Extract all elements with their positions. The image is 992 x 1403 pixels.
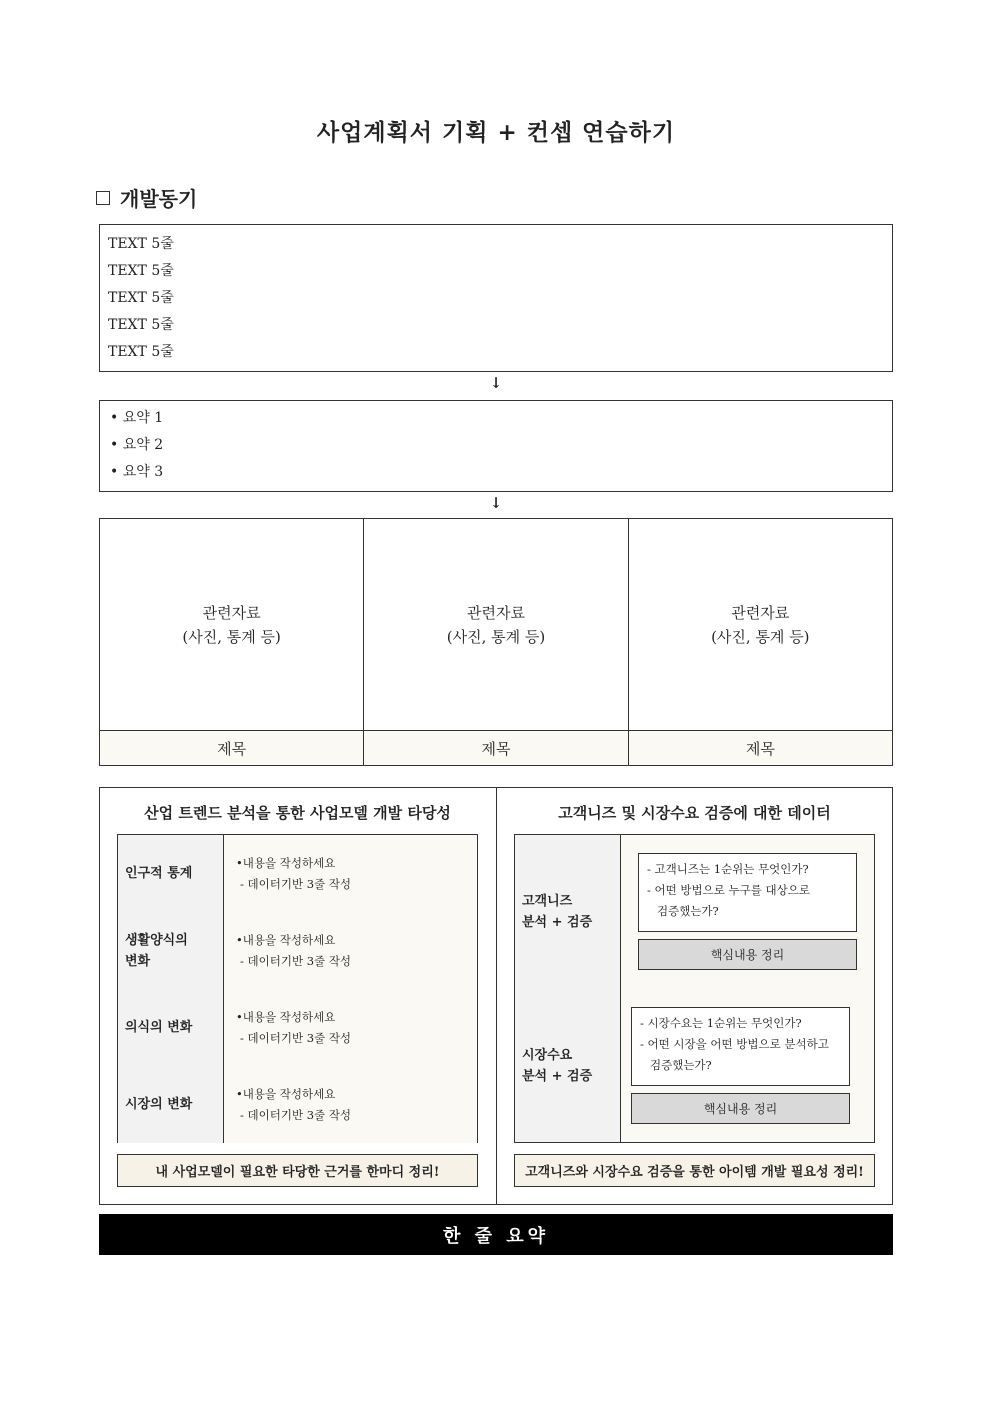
- table-row: [515, 989, 874, 1142]
- left-panel-title: 산업 트렌드 분석을 통한 사업모델 개발 타당성: [144, 804, 451, 822]
- row-content: [621, 989, 874, 1142]
- category-line: 분석 + 검증: [522, 1068, 593, 1084]
- arrow-down-icon: ↓: [489, 494, 503, 512]
- media-caption[interactable]: 제목: [629, 731, 892, 765]
- trend-table: [117, 834, 478, 1143]
- question-line: - 고객니즈는 1순위는 무엇인가?: [647, 862, 809, 876]
- question-line: 검증했는가?: [657, 904, 719, 918]
- page-title: 사업계획서 기획 + 컨셉 연습하기: [316, 119, 676, 146]
- key-summary-box[interactable]: 핵심내용 정리: [631, 1093, 850, 1124]
- arrow-down-icon: ↓: [489, 374, 503, 392]
- media-placeholder[interactable]: [364, 519, 627, 731]
- one-line-summary-bar[interactable]: 한 줄 요약: [99, 1214, 893, 1255]
- category-line: 고객니즈: [522, 894, 573, 909]
- key-summary-box[interactable]: 핵심내용 정리: [638, 939, 857, 970]
- media-placeholder[interactable]: [100, 519, 363, 731]
- row-sub: - 데이터기반 3줄 작성: [240, 1107, 352, 1122]
- media-label: 관련자료: [731, 603, 790, 622]
- summary-item: • 요약 3: [110, 464, 164, 480]
- row-category: [515, 835, 621, 989]
- section-heading: [96, 183, 197, 212]
- row-bullet: •내용을 작성하세요: [236, 1009, 336, 1024]
- media-sublabel: (사진, 통계 등): [182, 627, 281, 646]
- summary-box[interactable]: [99, 400, 893, 492]
- question-line: - 어떤 방법으로 누구를 대상으로: [647, 883, 810, 897]
- row-content[interactable]: [224, 912, 477, 989]
- checkbox-icon: [96, 191, 110, 205]
- media-caption[interactable]: 제목: [364, 731, 627, 765]
- row-category: 의식의 변화: [118, 989, 224, 1066]
- motivation-line: TEXT 5줄: [108, 290, 174, 306]
- question-line: - 시장수요는 1순위는 무엇인가?: [640, 1016, 802, 1030]
- category-line: 분석 + 검증: [522, 915, 593, 930]
- left-conclusion[interactable]: 내 사업모델이 필요한 타당한 근거를 한마디 정리!: [117, 1154, 478, 1187]
- media-label: 관련자료: [202, 603, 261, 622]
- motivation-line: TEXT 5줄: [108, 236, 174, 252]
- media-item: [364, 519, 628, 765]
- row-bullet: •내용을 작성하세요: [236, 855, 336, 870]
- question-box[interactable]: [631, 1007, 850, 1086]
- media-item: [629, 519, 892, 765]
- media-caption[interactable]: 제목: [100, 731, 363, 765]
- right-conclusion[interactable]: 고객니즈와 시장수요 검증을 통한 아이템 개발 필요성 정리!: [514, 1154, 875, 1187]
- question-box[interactable]: [638, 853, 857, 932]
- media-label: 관련자료: [467, 603, 525, 622]
- section-label: 개발동기: [120, 187, 198, 211]
- panel-divider: [496, 787, 497, 1205]
- table-row: [515, 835, 874, 990]
- media-item: [100, 519, 364, 765]
- motivation-textbox[interactable]: [99, 224, 893, 372]
- validation-table: [514, 834, 875, 1143]
- summary-item: • 요약 2: [110, 437, 164, 453]
- table-row: [118, 989, 477, 1067]
- media-placeholder[interactable]: [629, 519, 892, 731]
- media-grid: [99, 518, 893, 766]
- row-content[interactable]: [224, 989, 477, 1066]
- summary-item: • 요약 1: [110, 410, 164, 426]
- row-bullet: •내용을 작성하세요: [236, 1086, 336, 1101]
- row-content: [621, 835, 874, 989]
- motivation-line: TEXT 5줄: [108, 344, 174, 360]
- category-line: 시장수요: [522, 1047, 573, 1063]
- row-sub: - 데이터기반 3줄 작성: [240, 953, 352, 968]
- motivation-line: TEXT 5줄: [108, 263, 174, 279]
- row-bullet: •내용을 작성하세요: [236, 932, 336, 947]
- media-sublabel: (사진, 통계 등): [446, 627, 546, 646]
- table-row: [118, 1066, 477, 1143]
- row-content[interactable]: [224, 1066, 477, 1143]
- table-row: [118, 912, 477, 990]
- row-category: [515, 989, 621, 1142]
- question-line: - 어떤 시장을 어떤 방법으로 분석하고: [640, 1037, 829, 1051]
- row-content[interactable]: [224, 835, 477, 912]
- motivation-line: TEXT 5줄: [108, 317, 174, 333]
- row-sub: - 데이터기반 3줄 작성: [240, 876, 352, 891]
- table-row: [118, 835, 477, 913]
- right-panel-title: 고객니즈 및 시장수요 검증에 대한 데이터: [558, 804, 831, 822]
- row-sub: - 데이터기반 3줄 작성: [240, 1030, 352, 1045]
- row-category: 인구적 통계: [118, 835, 224, 912]
- question-line: 검증했는가?: [650, 1058, 712, 1072]
- row-category: 시장의 변화: [118, 1066, 224, 1143]
- row-category: 생활양식의 변화: [118, 912, 224, 989]
- media-sublabel: (사진, 통계 등): [711, 627, 810, 646]
